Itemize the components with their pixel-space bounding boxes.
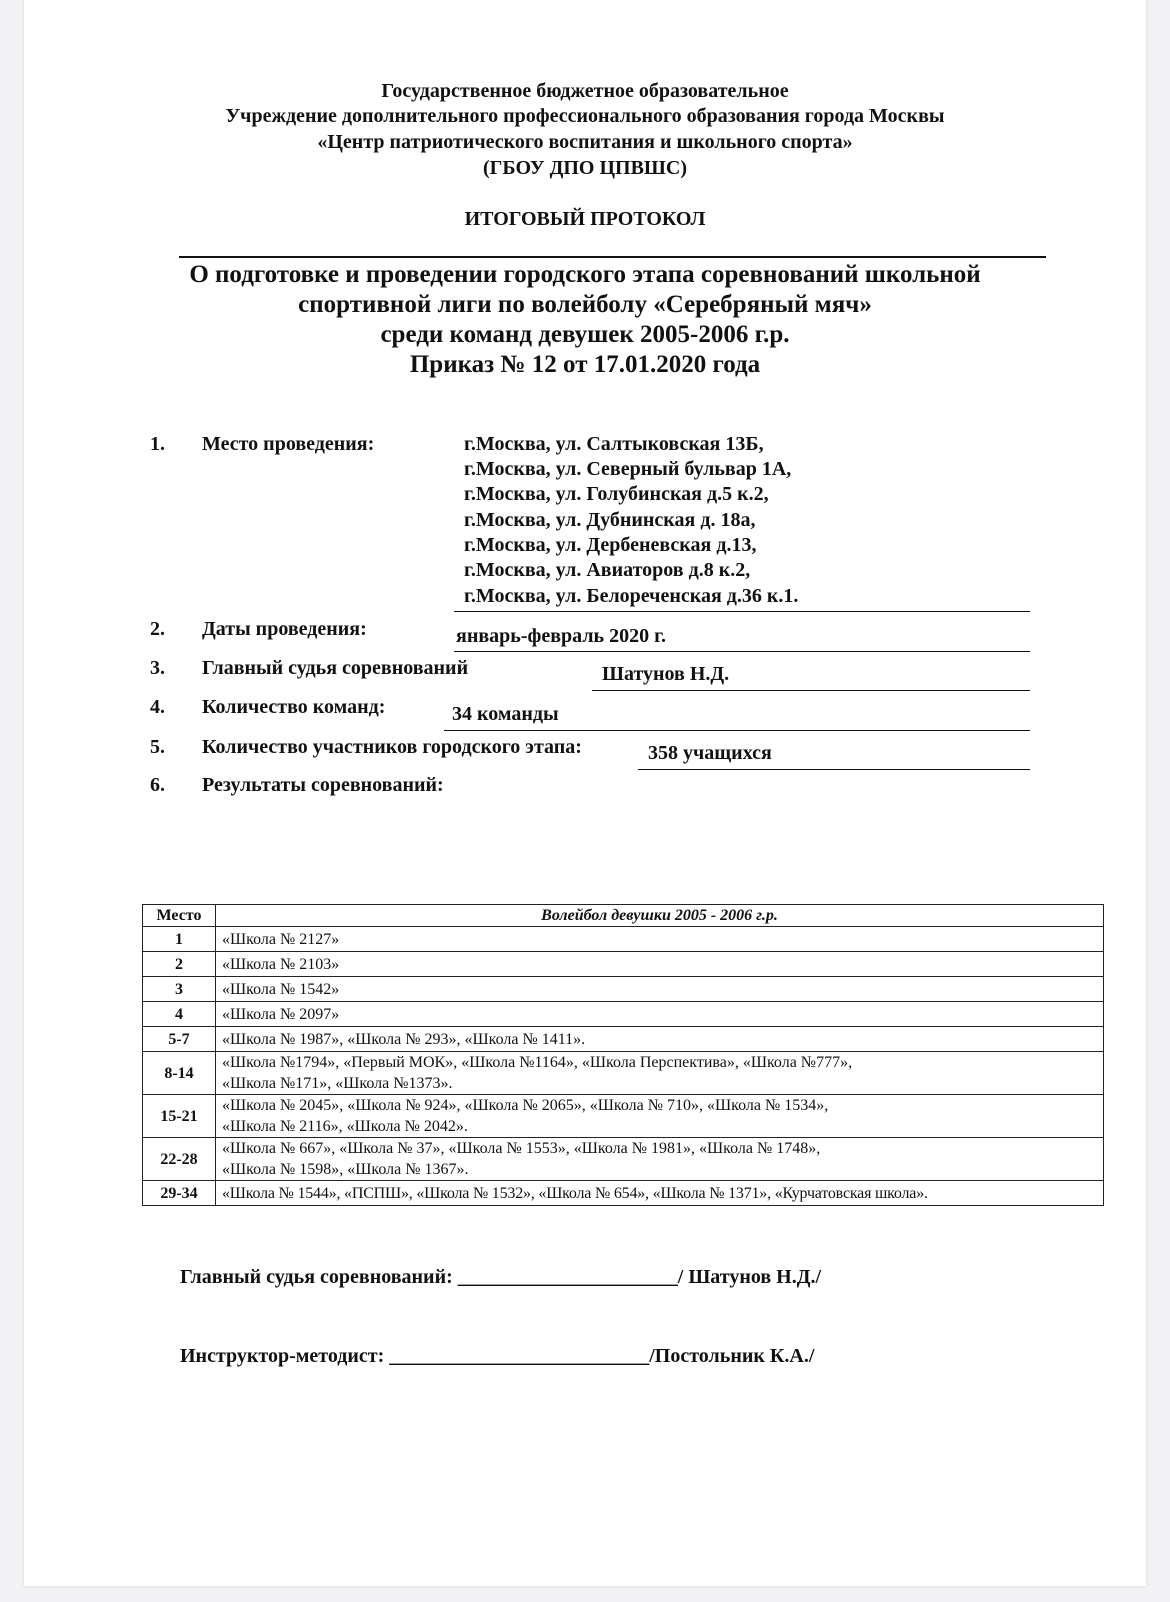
document-title: ИТОГОВЫЙ ПРОТОКОЛ xyxy=(464,208,706,230)
item-label-dates: Даты проведения: xyxy=(202,618,367,640)
teams-cell xyxy=(216,977,1104,1002)
item-value-chief-judge: Шатунов Н.Д. xyxy=(602,663,730,685)
judge-signature-name: / Шатунов Н.Д./ xyxy=(677,1266,822,1288)
venue-address: г.Москва, ул. Авиаторов д.8 к.2, xyxy=(464,559,751,581)
org-header-line-1: Государственное бюджетное образовательное xyxy=(381,80,789,102)
teams-line: «Школа № 1544», «ПСПШ», «Школа № 1532», «Школа № 654», «Школа № 1371», «Курчатовская школа». xyxy=(222,1184,928,1202)
table-row xyxy=(143,1027,1104,1052)
signature-judge-line xyxy=(180,1264,821,1290)
subject-line-4: Приказ № 12 от 17.01.2020 года xyxy=(409,351,761,378)
item-number: 1. xyxy=(150,433,165,455)
signature-instructor-line xyxy=(180,1343,814,1369)
teams-line: «Школа № 1542» xyxy=(222,980,340,998)
venue-address: г.Москва, ул. Дубнинская д. 18а, xyxy=(464,509,756,531)
dates-underline xyxy=(454,651,1030,652)
item-value-dates: январь-февраль 2020 г. xyxy=(456,625,666,647)
teams-line: «Школа № 1987», «Школа № 293», «Школа № 1411». xyxy=(222,1030,586,1048)
teams-line: «Школа №1794», «Первый МОК», «Школа №1164», «Школа Перспектива», «Школа №777», xyxy=(222,1054,853,1071)
teams-line: «Школа № 2097» xyxy=(222,1005,340,1023)
judge-signature-label: Главный судья соревнований: xyxy=(180,1266,453,1288)
item-number: 6. xyxy=(150,774,165,796)
teams-line: «Школа № 1598», «Школа № 1367». xyxy=(222,1161,469,1178)
item-label-participants: Количество участников городского этапа: xyxy=(202,736,582,758)
place-cell: 2 xyxy=(143,952,216,977)
teams-underline xyxy=(444,730,1030,731)
teams-cell xyxy=(216,1052,1104,1095)
place-cell: 22-28 xyxy=(143,1138,216,1181)
teams-line: «Школа № 2116», «Школа № 2042». xyxy=(222,1118,468,1135)
teams-line: «Школа №171», «Школа №1373». xyxy=(222,1075,453,1092)
column-header-place: Место xyxy=(143,905,216,927)
teams-cell xyxy=(216,1002,1104,1027)
place-cell: 5-7 xyxy=(143,1027,216,1052)
teams-line: «Школа № 2103» xyxy=(222,955,340,973)
judge-underline xyxy=(592,690,1030,691)
table-row xyxy=(143,1095,1104,1138)
item-number: 5. xyxy=(150,736,165,758)
teams-cell xyxy=(216,1138,1104,1181)
instructor-signature-name: /Постольник К.А./ xyxy=(649,1345,815,1367)
place-cell: 3 xyxy=(143,977,216,1002)
venue-address: г.Москва, ул. Северный бульвар 1А, xyxy=(464,458,792,480)
org-header-line-3: «Центр патриотического воспитания и школьного спорта» xyxy=(317,131,853,153)
place-cell: 1 xyxy=(143,927,216,952)
column-header-event: Волейбол девушки 2005 - 2006 г.р. xyxy=(216,905,1104,927)
table-row xyxy=(143,1138,1104,1181)
item-value-team-count: 34 команды xyxy=(452,703,559,725)
item-number: 3. xyxy=(150,657,165,679)
item-number: 4. xyxy=(150,696,165,718)
venue-address: г.Москва, ул. Белореченская д.36 к.1. xyxy=(464,585,799,607)
teams-cell xyxy=(216,927,1104,952)
judge-signature-blank: ______________________ xyxy=(457,1266,678,1288)
item-label-venue: Место проведения: xyxy=(202,433,375,455)
table-header-row xyxy=(143,905,1104,927)
teams-cell xyxy=(216,1095,1104,1138)
item-label-results: Результаты соревнований: xyxy=(202,774,444,796)
venue-address: г.Москва, ул. Салтыковская 13Б, xyxy=(464,433,764,455)
teams-cell xyxy=(216,952,1104,977)
item-number: 2. xyxy=(150,618,165,640)
subject-line-3: среди команд девушек 2005-2006 г.р. xyxy=(380,321,790,348)
teams-cell xyxy=(216,1027,1104,1052)
subject-line-1: О подготовке и проведении городского этапа соревнований школьной xyxy=(189,261,981,288)
place-cell: 4 xyxy=(143,1002,216,1027)
table-row xyxy=(143,977,1104,1002)
org-header-line-2: Учреждение дополнительного профессионального образования города Москвы xyxy=(225,105,945,127)
venue-address: г.Москва, ул. Дербеневская д.13, xyxy=(464,534,757,556)
table-row xyxy=(143,1181,1104,1206)
teams-line: «Школа № 667», «Школа № 37», «Школа № 1553», «Школа № 1981», «Школа № 1748», xyxy=(222,1140,821,1157)
teams-line: «Школа № 2045», «Школа № 924», «Школа № 2065», «Школа № 710», «Школа № 1534», xyxy=(222,1097,829,1114)
instructor-signature-label: Инструктор-методист: xyxy=(180,1345,385,1367)
title-divider xyxy=(179,256,1046,258)
venue-underline xyxy=(454,611,1030,612)
place-cell: 8-14 xyxy=(143,1052,216,1095)
org-header-line-4: (ГБОУ ДПО ЦПВШС) xyxy=(483,157,687,179)
item-value-participants: 358 учащихся xyxy=(648,742,772,764)
instructor-signature-blank: __________________________ xyxy=(389,1345,650,1367)
table-row xyxy=(143,1002,1104,1027)
results-table xyxy=(142,904,1104,1206)
item-label-chief-judge: Главный судья соревнований xyxy=(202,657,469,679)
table-row xyxy=(143,1052,1104,1095)
place-cell: 15-21 xyxy=(143,1095,216,1138)
document-page xyxy=(24,0,1146,1586)
venue-address: г.Москва, ул. Голубинская д.5 к.2, xyxy=(464,483,769,505)
participants-underline xyxy=(638,769,1030,770)
teams-line: «Школа № 2127» xyxy=(222,930,340,948)
item-label-team-count: Количество команд: xyxy=(202,696,386,718)
place-cell: 29-34 xyxy=(143,1181,216,1206)
teams-cell xyxy=(216,1181,1104,1206)
subject-line-2: спортивной лиги по волейболу «Серебряный мяч» xyxy=(298,291,872,318)
table-row xyxy=(143,952,1104,977)
table-row xyxy=(143,927,1104,952)
